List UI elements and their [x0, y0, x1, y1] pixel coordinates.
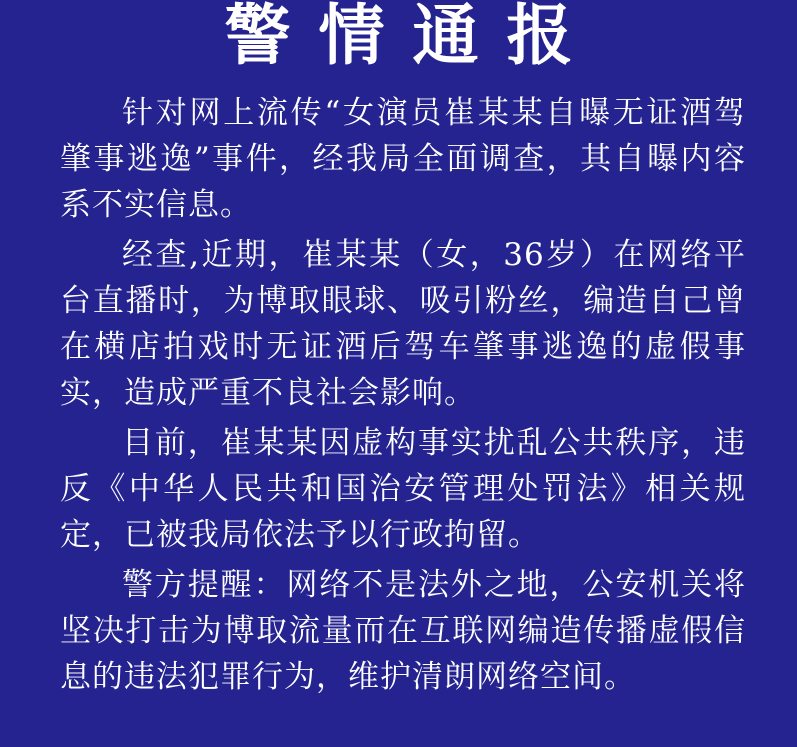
notice-title: 警情通报: [224, 0, 601, 74]
notice-paragraph-intro: 针对网上流传“女演员崔某某自曝无证酒驾肇事逃逸”事件，经我局全面调查，其自曝内容系不实信息。: [60, 95, 746, 223]
notice-paragraph-penalty: 目前，崔某某因虚构事实扰乱公共秩序，违反《中华人民共和国治安管理处罚法》相关规定，已被我局依法予以行政拘留。: [60, 425, 746, 553]
notice-body: [60, 90, 746, 700]
notice-paragraph-reminder: 警方提醒：网络不是法外之地，公安机关将坚决打击为博取流量而在互联网编造传播虚假信息的违法犯罪行为，维护清朗网络空间。: [60, 567, 746, 695]
notice-paragraph-findings: 经查,近期，崔某某（女，36岁）在网络平台直播时，为博取眼球、吸引粉丝，编造自己曾在横店拍戏时无证酒后驾车肇事逃逸的虚假事实，造成严重不良社会影响。: [60, 237, 746, 411]
